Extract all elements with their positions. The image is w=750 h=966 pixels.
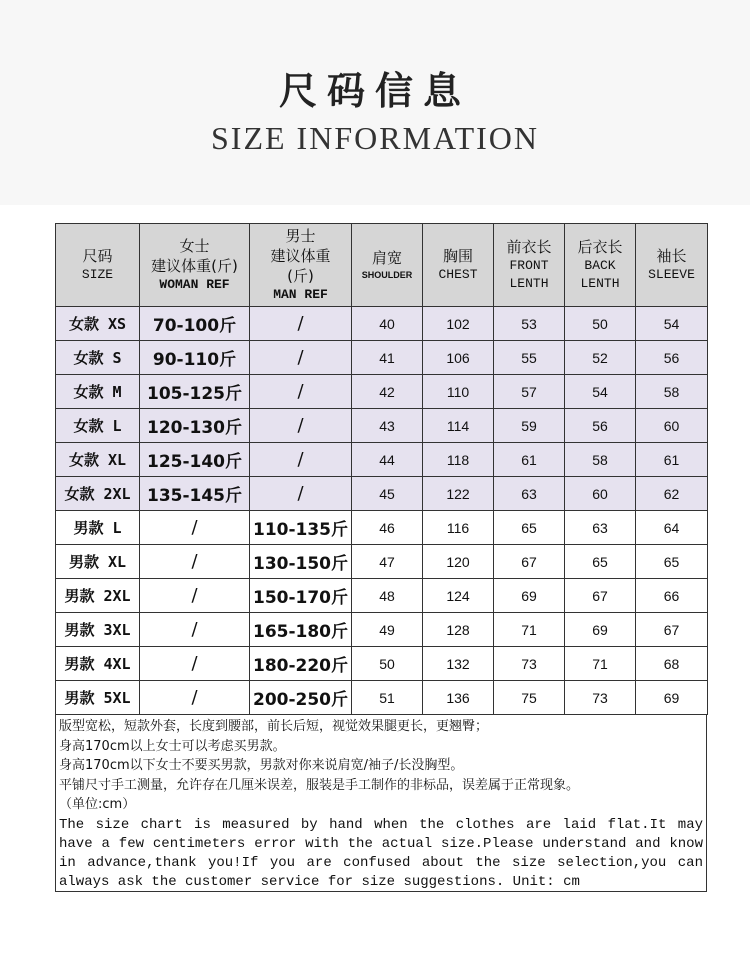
- front-length-cell: 69: [494, 579, 565, 613]
- header-chest-en: CHEST: [438, 267, 478, 282]
- chest-cell: 118: [423, 443, 494, 477]
- man-weight-cell: /: [250, 477, 352, 511]
- size-cell: 女款 M: [56, 375, 140, 409]
- size-cell: 男款 L: [56, 511, 140, 545]
- header-man-ref: [250, 224, 352, 307]
- shoulder-cell: 41: [352, 341, 423, 375]
- notes-cn-block: [59, 717, 706, 815]
- back-length-cell: 50: [565, 307, 636, 341]
- shoulder-cell: 50: [352, 647, 423, 681]
- table-row: [56, 681, 708, 715]
- chest-cell: 124: [423, 579, 494, 613]
- woman-weight-cell: /: [140, 545, 250, 579]
- header-back-en: BACK LENTH: [580, 258, 620, 291]
- header-man-cn: 男士 建议体重 (斤): [270, 227, 331, 285]
- woman-weight-cell: 90-110斤: [140, 341, 250, 375]
- woman-weight-cell: /: [140, 647, 250, 681]
- chest-cell: 120: [423, 545, 494, 579]
- man-weight-cell: 200-250斤: [250, 681, 352, 715]
- chest-cell: 122: [423, 477, 494, 511]
- header-sleeve: [636, 224, 708, 307]
- chest-cell: 116: [423, 511, 494, 545]
- header-shoulder-en: SHOULDER: [361, 270, 413, 280]
- header-size-en: SIZE: [81, 267, 114, 282]
- size-cell: 女款 S: [56, 341, 140, 375]
- woman-weight-cell: /: [140, 613, 250, 647]
- chest-cell: 106: [423, 341, 494, 375]
- header-front-cn: 前衣长: [506, 238, 552, 256]
- size-cell: 男款 XL: [56, 545, 140, 579]
- header-sleeve-en: SLEEVE: [648, 267, 695, 282]
- front-length-cell: 57: [494, 375, 565, 409]
- header-size-cn: 尺码: [82, 247, 113, 265]
- note-cn-line: （单位:cm）: [59, 797, 136, 812]
- back-length-cell: 71: [565, 647, 636, 681]
- back-length-cell: 58: [565, 443, 636, 477]
- header-front-length: [494, 224, 565, 307]
- size-cell: 女款 XL: [56, 443, 140, 477]
- header-chest-cn: 胸围: [442, 247, 473, 265]
- chest-cell: 114: [423, 409, 494, 443]
- front-length-cell: 55: [494, 341, 565, 375]
- header-shoulder: [352, 224, 423, 307]
- back-length-cell: 67: [565, 579, 636, 613]
- note-en-paragraph: The size chart is measured by hand when the clothes are laid flat.It may have a few centimeters error with the actual size.Please understand and know in advance,thank you!If you are confused about the size selection,you can always ask the customer service for size suggestions. Unit: cm: [59, 816, 703, 890]
- sleeve-cell: 66: [636, 579, 708, 613]
- header-banner: [0, 0, 750, 205]
- header-chest: [423, 224, 494, 307]
- front-length-cell: 73: [494, 647, 565, 681]
- shoulder-cell: 49: [352, 613, 423, 647]
- man-weight-cell: 130-150斤: [250, 545, 352, 579]
- man-weight-cell: /: [250, 443, 352, 477]
- header-back-length: [565, 224, 636, 307]
- note-cn-line: 身高170cm以上女士可以考虑买男款。: [59, 738, 286, 754]
- size-cell: 男款 2XL: [56, 579, 140, 613]
- back-length-cell: 60: [565, 477, 636, 511]
- front-length-cell: 67: [494, 545, 565, 579]
- chest-cell: 132: [423, 647, 494, 681]
- chest-cell: 128: [423, 613, 494, 647]
- shoulder-cell: 51: [352, 681, 423, 715]
- back-length-cell: 65: [565, 545, 636, 579]
- table-row: [56, 647, 708, 681]
- sleeve-cell: 60: [636, 409, 708, 443]
- table-row: [56, 375, 708, 409]
- note-cn-line: 平铺尺寸手工测量，允许存在几厘米误差，服装是手工制作的非标品，误差属于正常现象。: [59, 777, 580, 793]
- header-front-en: FRONT LENTH: [509, 258, 549, 291]
- header-man-en: MAN REF: [273, 287, 328, 302]
- man-weight-cell: 165-180斤: [250, 613, 352, 647]
- front-length-cell: 53: [494, 307, 565, 341]
- page-title-en: SIZE INFORMATION: [211, 120, 539, 156]
- chest-cell: 102: [423, 307, 494, 341]
- page-title-cn: 尺码信息: [278, 68, 471, 113]
- header-back-cn: 后衣长: [577, 238, 623, 256]
- note-cn-line: 版型宽松，短款外套，长度到腰部，前长后短，视觉效果腿更长，更翘臀；: [59, 719, 489, 734]
- table-header-row: [56, 224, 708, 307]
- table-row: [56, 477, 708, 511]
- woman-weight-cell: 105-125斤: [140, 375, 250, 409]
- chest-cell: 136: [423, 681, 494, 715]
- back-length-cell: 54: [565, 375, 636, 409]
- sleeve-cell: 61: [636, 443, 708, 477]
- man-weight-cell: /: [250, 409, 352, 443]
- man-weight-cell: 180-220斤: [250, 647, 352, 681]
- shoulder-cell: 43: [352, 409, 423, 443]
- size-notes: [55, 715, 707, 892]
- woman-weight-cell: /: [140, 511, 250, 545]
- sleeve-cell: 64: [636, 511, 708, 545]
- shoulder-cell: 47: [352, 545, 423, 579]
- front-length-cell: 71: [494, 613, 565, 647]
- table-row: [56, 443, 708, 477]
- woman-weight-cell: 125-140斤: [140, 443, 250, 477]
- front-length-cell: 61: [494, 443, 565, 477]
- header-shoulder-cn: 肩宽: [371, 249, 402, 267]
- size-cell: 男款 4XL: [56, 647, 140, 681]
- table-row: [56, 409, 708, 443]
- sleeve-cell: 67: [636, 613, 708, 647]
- shoulder-cell: 40: [352, 307, 423, 341]
- header-woman-cn: 女士 建议体重(斤): [151, 237, 238, 275]
- sleeve-cell: 65: [636, 545, 708, 579]
- size-cell: 男款 3XL: [56, 613, 140, 647]
- sleeve-cell: 54: [636, 307, 708, 341]
- shoulder-cell: 46: [352, 511, 423, 545]
- woman-weight-cell: 120-130斤: [140, 409, 250, 443]
- man-weight-cell: /: [250, 375, 352, 409]
- table-row: [56, 613, 708, 647]
- shoulder-cell: 48: [352, 579, 423, 613]
- man-weight-cell: 110-135斤: [250, 511, 352, 545]
- front-length-cell: 63: [494, 477, 565, 511]
- woman-weight-cell: 135-145斤: [140, 477, 250, 511]
- back-length-cell: 63: [565, 511, 636, 545]
- sleeve-cell: 56: [636, 341, 708, 375]
- table-row: [56, 545, 708, 579]
- sleeve-cell: 69: [636, 681, 708, 715]
- woman-weight-cell: /: [140, 681, 250, 715]
- front-length-cell: 75: [494, 681, 565, 715]
- size-cell: 女款 2XL: [56, 477, 140, 511]
- back-length-cell: 52: [565, 341, 636, 375]
- header-sleeve-cn: 袖长: [656, 247, 687, 265]
- header-woman-en: WOMAN REF: [159, 277, 230, 292]
- sleeve-cell: 68: [636, 647, 708, 681]
- shoulder-cell: 45: [352, 477, 423, 511]
- back-length-cell: 56: [565, 409, 636, 443]
- back-length-cell: 73: [565, 681, 636, 715]
- sleeve-cell: 58: [636, 375, 708, 409]
- front-length-cell: 65: [494, 511, 565, 545]
- size-table: [55, 223, 708, 715]
- man-weight-cell: /: [250, 307, 352, 341]
- shoulder-cell: 42: [352, 375, 423, 409]
- sleeve-cell: 62: [636, 477, 708, 511]
- woman-weight-cell: 70-100斤: [140, 307, 250, 341]
- table-row: [56, 341, 708, 375]
- header-woman-ref: [140, 224, 250, 307]
- table-row: [56, 511, 708, 545]
- shoulder-cell: 44: [352, 443, 423, 477]
- front-length-cell: 59: [494, 409, 565, 443]
- man-weight-cell: 150-170斤: [250, 579, 352, 613]
- size-cell: 女款 L: [56, 409, 140, 443]
- woman-weight-cell: /: [140, 579, 250, 613]
- size-cell: 女款 XS: [56, 307, 140, 341]
- size-cell: 男款 5XL: [56, 681, 140, 715]
- back-length-cell: 69: [565, 613, 636, 647]
- table-row: [56, 307, 708, 341]
- note-cn-line: 身高170cm以下女士不要买男款，男款对你来说肩宽/袖子/长没胸型。: [59, 758, 464, 773]
- header-size: [56, 224, 140, 307]
- table-row: [56, 579, 708, 613]
- man-weight-cell: /: [250, 341, 352, 375]
- chest-cell: 110: [423, 375, 494, 409]
